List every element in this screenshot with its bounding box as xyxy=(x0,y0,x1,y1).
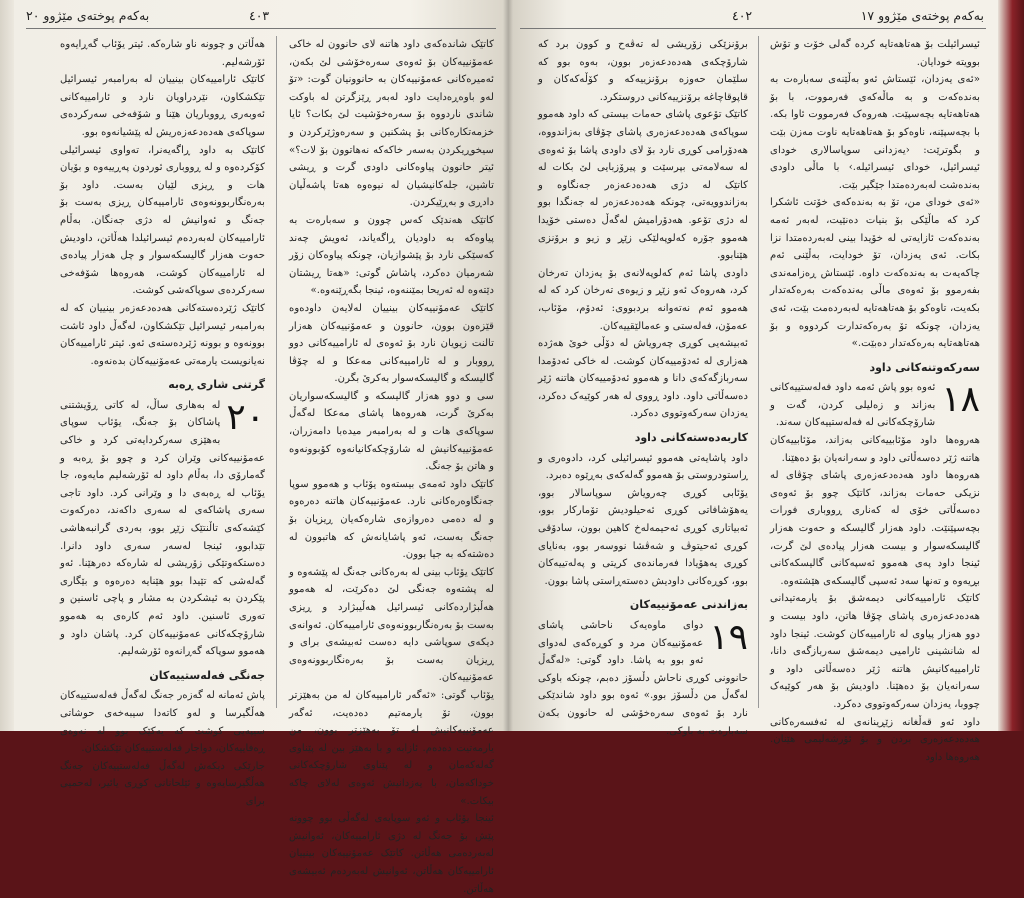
paragraph-with-chapter xyxy=(770,379,980,432)
left-page-number: ٤٠٣ xyxy=(249,8,270,23)
right-running-head: بەکەم پوختەی مێژوو ١٧ xyxy=(860,8,984,23)
paragraph: هەروەها داود هەدەدعەزەری پاشای چۆڤای لە نزیکی حەمات بەزاند، کاتێک چوو بۆ ئەوەی دەسەڵاتی خۆی لە کەناری ڕووباری فورات بچەسپێنێت. داود هەزار گالیسکە و حەوت هەزار گالیسکەسوار و بیست هەزار پیادەی لێ گرت، ئینجا داود پەی هەموو ئەسپەکانی گالیسکەکانی بڕیەوە و تەنها سەد ئەسپی گالیسکەی هێشتەوە. xyxy=(770,470,980,587)
paragraph: برۆنزێکی زۆریشی لە تەڤەح و کوون برد کە شارۆچکەی هەدەدعەزەر بوون، بەوە بوو کە سلێمان حەوزە برۆنزییەکە و کۆڵەکەکان و قاپوقاچاغە برۆنزییەکانی دروستکرد. xyxy=(538,39,748,103)
chapter-number: ٢٠ xyxy=(226,396,265,438)
paragraph: هەروەها داود مۆئابییەکانی بەزاند، مۆئابییەکان هاتنە ژێر دەسەڵاتی داود و سەرانەیان بۆ دەهێنا. xyxy=(770,435,980,464)
paragraph: کاتێک تۆعوی پاشای حەمات بیستی کە داود هەموو سوپاکەی هەدەدعەزەری پاشای چۆڤای بەزاندووە، هەدۆرامی کوڕی نارد بۆ لای داودی پاشا بۆ ئەوەی لە سەلامەتی بپرسێت و پیرۆزبایی لێ بکات لە کاتێک لە دژی هەدەدعەزەر جەنگاوە و بەزاندوویەتی، چونکە هەدەدعەزەر لە جەنگدا بوو لە دژی تۆعو. هەدۆرامیش لەگەڵ دەستی خۆیدا هەموو جۆرە کەلوپەلێکی زێڕ و زیو و برۆنزی هێنابوو. xyxy=(538,109,748,262)
paragraph: داود پاشایەتی هەموو ئیسرائیلی کرد، دادوەری و ڕاستودروستی بۆ هەموو گەلەکەی بەڕێوە دەبرد. xyxy=(538,452,748,482)
paragraph: «ئەی خودای من، تۆ بە بەندەکەی خۆتت ئاشکرا کرد کە ماڵێکی بۆ بنیات دەنێیت، لەبەر ئەمە بەندەکەت ئازایەتی لە خۆیدا بینی لەبەردەمتدا نزا بکات. ئەی یەزدان، تۆ خودایت، بەڵێنی ئەم چاکەیەت بە بەندەکەت داوە. ئێستاش ڕەزامەندی بفەرموو بۆ ئەوەی ماڵی بەندەکەت بەرەکەتدار بکەیت، تاوەکو بۆ هەتاهەتایە لەبەردەمت بێت، ئەی یەزدان، چونکە تۆ بەرەکەتدارت کردووە و بۆ هەتاهەتایە بەرەکەتدار دەبێت.» xyxy=(770,197,980,350)
paragraph: یۆئاب گوتی: «ئەگەر ئارامییەکان لە من بەهێزتر بوون، تۆ یارمەتیم دەدەیت، ئەگەر عەمۆنییەکانیش لە تۆ بەهێزتر بوون، من یارمەتیت دەدەم. ئازابە و با بەهێز بین لە پێناوی گەلەکەمان و لە پێناوی شارۆچکەکانی خوداکەمان، با یەزدانیش ئەوەی لەلای چاکە بیکات.» xyxy=(289,689,494,807)
paragraph: ئیسرائیلت بۆ هەتاهەتایە کردە گەلی خۆت و تۆش بوویتە خودایان. xyxy=(770,39,980,68)
paragraph: کاتێک شاندەکەی داود هاتنە لای حانوون لە خاکی عەمۆنییەکان بۆ ئەوەی سەرەخۆشی لێ بکەن، ئەمیرەکانی عەمۆنییەکان بە حانوونیان گوت: «تۆ لەو باوەڕەدایت داود لەبەر ڕێزگرتن لە باوکت شاندی ناردووە بۆ سەرەخۆشیت لێ بکات؟ ئایا خزمەتکارەکانی بۆ پشکنین و سەرەوژێرکردن و سیخوڕیکردن بەسەر خاکەکە نەهاتوون بۆ لات؟» ئیتر حانوون پیاوەکانی داودی گرت و ڕیشی تاشین، جلەکانیشیان لە نیوەوە هەتا پاشەڵیان دادڕی و بەڕێیکردن. xyxy=(289,39,494,209)
paragraph: کاتێک بە داود ڕاگەیەنرا، تەواوی ئیسرائیلی کۆکردەوە و لە ڕووباری ئوردون پەڕییەوە و بۆیان هات و ڕیزی لێیان بەست. داود بۆ بەرەنگاربوونەوەی ئارامییەکان ڕیزی بەست بۆ جەنگ و ئەوانیش لە دژی جەنگان. بەڵام ئارامییەکان لەبەردەم ئیسرائیلدا هەڵاتن، داودیش حەوت هەزار گالیسکەسوار و چل هەزار پیادەی لە ئارامییەکان کوشت، هەروەها شۆفەخی سەرکردەی سوپاکەشی کوشت. xyxy=(60,144,265,297)
paragraph: یۆئابی کوڕی چەرویاش سوپاسالار بوو، یەهۆشافاتی کوڕی ئەحیلودیش تۆمارکار بوو، ئەبیاتاری کوڕی ئەحیمەلەخ کاهین بوون، سادۆقی کوڕی ئەحیتوڤ و شەڤشا نووسەر بوو، بەنایای کوڕی یەهۆیادا فەرماندەی کریتی و پەلەتییەکان بوو، کوڕەکانی داودیش دەستەڕاستی پاشا بوون. xyxy=(538,487,748,587)
column-divider xyxy=(758,36,759,708)
header-rule xyxy=(26,28,496,29)
section-heading: کاربەدەستەکانی داود xyxy=(634,431,748,445)
right-page-column-right xyxy=(770,36,980,766)
paragraph: کاتێک داود ئەمەی بیستەوە یۆئاب و هەموو سوپا جەنگاوەرەکانی نارد. عەمۆنییەکان هاتنە دەرەوە و لە دەمی دەروازەی شارەکەیان ڕیزیان بۆ جەنگ بەست، ئەو پاشایانەش کە هاتبوون لە دەشتەکە بە جیا بوون. xyxy=(289,478,494,561)
book-gutter xyxy=(503,0,513,731)
paragraph: کاتێک ژێردەستەکانی هەدەدعەزەر بینییان کە لە بەرامبەر ئیسرائیل تێکشکاون، لەگەڵ داود ئاشت بوونەوە و بوونە ژێردەستەی ئەو. ئیتر ئارامییەکان نەیانویست یارمەتی عەمۆنییەکان بدەنەوە. xyxy=(60,302,265,367)
section-heading: سەرکەوتنەکانی داود xyxy=(869,360,980,374)
paragraph: کاتێک ئارامییەکانی دیمەشق بۆ یارمەتیدانی هەدەدعەزەری پاشای چۆڤا هاتن، داود بیست و دوو هەزار پیاوی لە ئارامییەکان کوشت. ئینجا داود لە شانشینی ئارامیی دیمەشق سەربازگەی دانا، ئارامییەکانیش هاتنە ژێر دەسەڵاتی داود و سەرانەیان بۆ دەهێنا. داودیش بۆ هەر کوێیەک چووبا، یەزدان سەرکەوتووی دەکرد. xyxy=(770,593,980,710)
right-page-number: ٤٠٢ xyxy=(732,8,753,23)
left-page-column-left xyxy=(60,36,265,811)
left-page xyxy=(14,0,508,895)
left-running-head: بەکەم پوختەی مێژوو ٢٠ xyxy=(26,8,150,23)
right-page xyxy=(508,0,998,763)
section-heading: گرتنی شاری ڕەبە xyxy=(168,378,265,392)
paragraph: پاش ئەمانە لە گەزەر جەنگ لەگەڵ فەلەستییەکان هەڵگیرسا و لەو کاتەدا سیبەخەی حوشاتی سیپەیی کوشت کە یەکێک بوو لە نەوەی ڕەفاییەکان، دواجار فەلەستییەکان تێکشکان. xyxy=(60,690,265,755)
chapter-number: ١٩ xyxy=(709,617,748,658)
section-heading: جەنگی فەلەستییەکان xyxy=(149,668,265,682)
book-cover-edge xyxy=(998,0,1024,731)
paragraph: هەڵاتن و چوونە ناو شارەکە. ئیتر یۆئاب گەڕایەوە ئۆرشەلیم. xyxy=(60,39,265,68)
left-page-column-right xyxy=(289,36,494,898)
paragraph: ئینجا یۆئاب و ئەو سوپایەی لەگەڵی بوو چوونە پێش بۆ جەنگ لە دژی ئارامییەکان، ئەوانیش لەبەردەمی هەڵاتن. کاتێک عەمۆنییەکان بینییان ئارامییەکان هەڵاتن، ئەوانیش لەبەردەم ئەبیشەی هەڵاتن. xyxy=(289,813,494,895)
paragraph-text: ئەوە بوو پاش ئەمە داود فەلەستییەکانی بەزاند و زەلیلی کردن، گەت و شارۆچکەکانی لە فەلەستییەکان سەند. xyxy=(770,382,936,429)
paragraph: کاتێک ئارامییەکان بینییان لە بەرامبەر ئیسرائیل تێکشکاون، نێردراویان نارد و ئارامییەکانی ئەوبەری ڕووباریان هێنا و شۆفەخی سەرکردەی سوپاکەی هەدەدعەزەریش لە پێشیانەوە بوو. xyxy=(60,74,265,138)
paragraph: کاتێک عەمۆنییەکان بینییان لەلایەن داودەوە قێزەون بوون، حانوون و عەمۆنییەکان هەزار تالنت زیویان نارد بۆ ئەوەی لە ئارامییەکانی دوو ڕووبار و لە ئارامییەکانی مەعکا و لە چۆڤا گالیسکە و گالیسکەسوار بەکرێ بگرن. xyxy=(289,302,494,385)
header-rule xyxy=(520,28,986,29)
paragraph-with-chapter xyxy=(538,617,748,740)
paragraph: سی و دوو هەزار گالیسکە و گالیسکەسواریان بەکرێ گرت، هەروەها پاشای مەعکا لەگەڵ سوپاکەی هات و لە بەرامبەر میدەبا دامەزران، عەمۆنییەکانیش لە شارۆچکەکانیانەوە کۆبوونەوە و هاتن بۆ جەنگ. xyxy=(289,390,494,473)
paragraph: کاتێک هەندێک کەس چوون و سەبارەت بە پیاوەکە بە داودیان ڕاگەیاند، ئەویش چەند کەسێکی نارد بۆ پێشوازیان، چونکە پیاوەکان زۆر شەرمیان دەکرد، پاشاش گوتی: «هەتا ڕیشتان دێتەوە لە ئەریحا بمێننەوە، ئینجا بگەڕێنەوە.» xyxy=(289,214,494,297)
paragraph-text: لە بەهاری ساڵ، لە کاتی ڕۆیشتنی پاشاکان بۆ جەنگ، یۆئاب سوپای بەهێزی سەرکردایەتی کرد و خاکی عەمۆنییەکانی وێران کرد و چوو بۆ ڕەبە و گەمارۆی دا، بەڵام داود لە ئۆرشەلیم مایەوە، جا یۆئاب لە ڕەبەی دا و وێرانی کرد. داود تاجی سەری پاشاکەی لە سەری داکەند، دەرکەوت کێشەکەی تاڵنتێک زێڕ بوو، بەردی گرانبەهاشی تێدابوو، ئینجا لەسەر سەری داود دانرا. دەستکەوتێکی زۆریشی لە شارەکە دەرهێنا. ئەو گەلەشی کە تێیدا بوو هێنایە دەرەوە و بێگاری پێکردن بە ئیشکردن بە مشار و پاچی ئاسنین و تەوری ئاسنین. داود ئەم کارەی بە هەموو شارۆچکەکانی عەمۆنییەکان کرد. پاشان داود و هەموو سوپاکە گەڕانەوە ئۆرشەلیم. xyxy=(60,399,265,658)
paragraph: ئەبیشەیی کوڕی چەرویاش لە دۆڵی خوێ هەژدە هەزاری لە ئەدۆمییەکان کوشت. لە خاکی ئەدۆمدا سەربازگەکەی دانا و هەموو ئەدۆمییەکان هاتنە ژێر دەسەڵاتی داود. داود ڕووی لە هەر کوێیەک دەکرد، یەزدان سەرکەوتووی دەکرد. xyxy=(538,338,748,420)
paragraph: «ئەی یەزدان، ئێستاش ئەو بەڵێنەی سەبارەت بە بەندەکەت و بە ماڵەکەی فەرمووت، با بۆ هەتاهەتایە بچەسپێت. هەروەک فەرمووت ئاوا بکە. با بچەسپێنە، ناوەکو بۆ هەتاهەتایە ناوت مەزن بێت و بگوترێت: ‹یەزدانی سوپاسالاری خودای ئیسرائیل، خودای ئیسرائیلە.› با ماڵی داودی بەندەشت لەبەردەمتدا جێگیر بێت. xyxy=(770,74,980,191)
chapter-number: ١٨ xyxy=(941,379,980,421)
paragraph-text: دوای ماوەیەک ناحاشی پاشای عەمۆنییەکان مرد و کوڕەکەی لەدوای ئەو بوو بە پاشا. داود گوتی: «لەگەڵ حانوونی کوڕی ناحاش دڵسۆز دەبم، چونکە باوکی لەگەڵ من دڵسۆز بوو.» ئەوە بوو داود شاندێکی نارد بۆ ئەوەی سەرەخۆشی لە حانوون بکەن سەبارەت بە باوکی. xyxy=(538,620,748,737)
column-divider xyxy=(276,36,277,708)
paragraph: داودی پاشا ئەم کەلوپەلانەی بۆ یەزدان تەرخان کرد، هەروەک ئەو زێڕ و زیوەی تەرخان کرد کە لە هەموو ئەم نەتەوانە بردبووی: ئەدۆم، مۆئاب، عەمۆن، فەلەستی و عەمالێقییەکان. xyxy=(538,267,748,332)
paragraph-with-chapter xyxy=(60,397,265,661)
paragraph: جارێکی دیکەش لەگەڵ فەلەستییەکان جەنگ هەڵگیرسایەوە و ئێلحانانی کوڕی یائیر، لەحمیی برای xyxy=(60,760,265,807)
paragraph: کاتێک یۆئاب بینی لە بەرەکانی جەنگ لە پێشەوە و لە پشتەوە جەنگی لێ دەکرێت، لە هەموو هەڵبژاردەکانی ئیسرائیل هەڵیبژارد و ڕیزی بەست بۆ بەرەنگاربوونەوەی ئارامییەکان. ئەوانەی دیکەی سوپاشی دایە دەست ئەبیشەی برای و ڕیزیان بەست بۆ بەرەنگاربوونەوەی عەمۆنییەکان. xyxy=(289,566,494,684)
paragraph: داود ئەو قەڵغانە زێڕینانەی لە ئەفسەرەکانی هەدەدعەزەری بردن و بۆ ئۆرشەلیمی هێنان. هەروەها داود xyxy=(770,716,980,763)
section-heading: بەزاندنی عەمۆنییەکان xyxy=(629,598,748,612)
page-edges-left xyxy=(0,0,14,731)
right-page-column-left xyxy=(538,36,748,740)
